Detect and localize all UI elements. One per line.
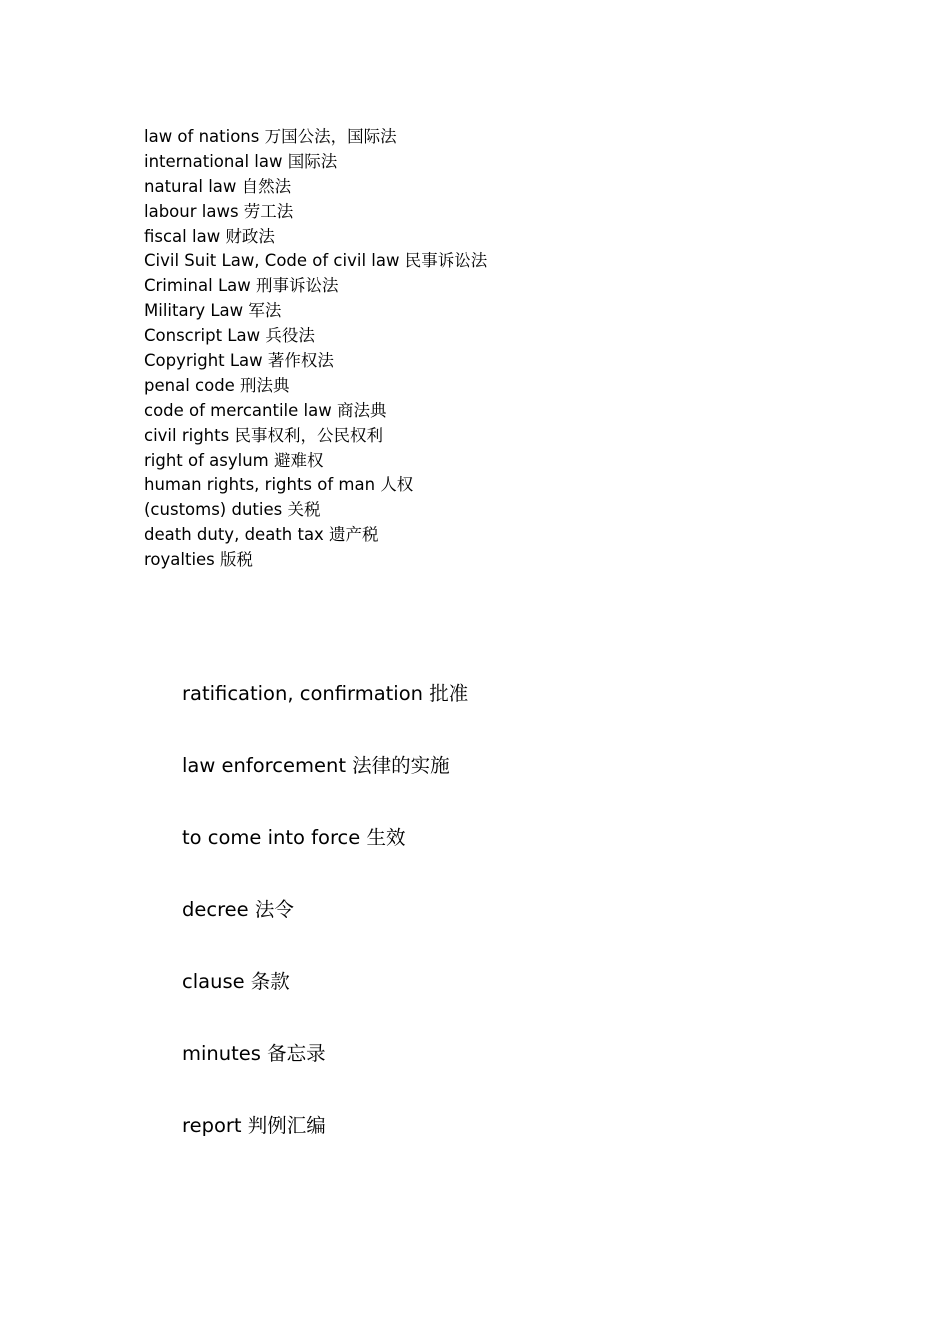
term-line: death duty, death tax 遗产税	[144, 525, 379, 545]
term-line: clause 条款	[182, 970, 290, 993]
term-line: labour laws 劳工法	[144, 201, 294, 221]
term-line: code of mercantile law 商法典	[144, 400, 387, 420]
legal-terms-list	[144, 125, 487, 573]
term-line: Copyright Law 著作权法	[144, 351, 334, 371]
term-line: natural law 自然法	[144, 176, 292, 196]
term-line: civil rights 民事权利，公民权利	[144, 425, 383, 445]
term-line: Conscript Law 兵役法	[144, 326, 315, 346]
term-line: right of asylum 避难权	[144, 450, 324, 470]
term-line: royalties 版税	[144, 550, 254, 570]
term-line: law enforcement 法律的实施	[182, 754, 450, 777]
term-line: Civil Suit Law, Code of civil law 民事诉讼法	[144, 251, 488, 271]
term-line: law of nations 万国公法，国际法	[144, 127, 397, 146]
term-line: Criminal Law 刑事诉讼法	[144, 276, 339, 296]
legal-procedure-terms-list	[182, 678, 468, 1182]
term-line: report 判例汇编	[182, 1114, 326, 1137]
term-line: minutes 备忘录	[182, 1042, 326, 1065]
term-line: fiscal law 财政法	[144, 226, 275, 246]
term-line: Military Law 军法	[144, 301, 282, 321]
term-line: human rights, rights of man 人权	[144, 475, 414, 495]
term-line: penal code 刑法典	[144, 375, 290, 395]
term-line: to come into force 生效	[182, 826, 406, 849]
term-line: ratification, confirmation 批准	[182, 682, 469, 705]
term-line: international law 国际法	[144, 151, 338, 171]
term-line: (customs) duties 关税	[144, 500, 321, 520]
term-line: decree 法令	[182, 898, 294, 921]
